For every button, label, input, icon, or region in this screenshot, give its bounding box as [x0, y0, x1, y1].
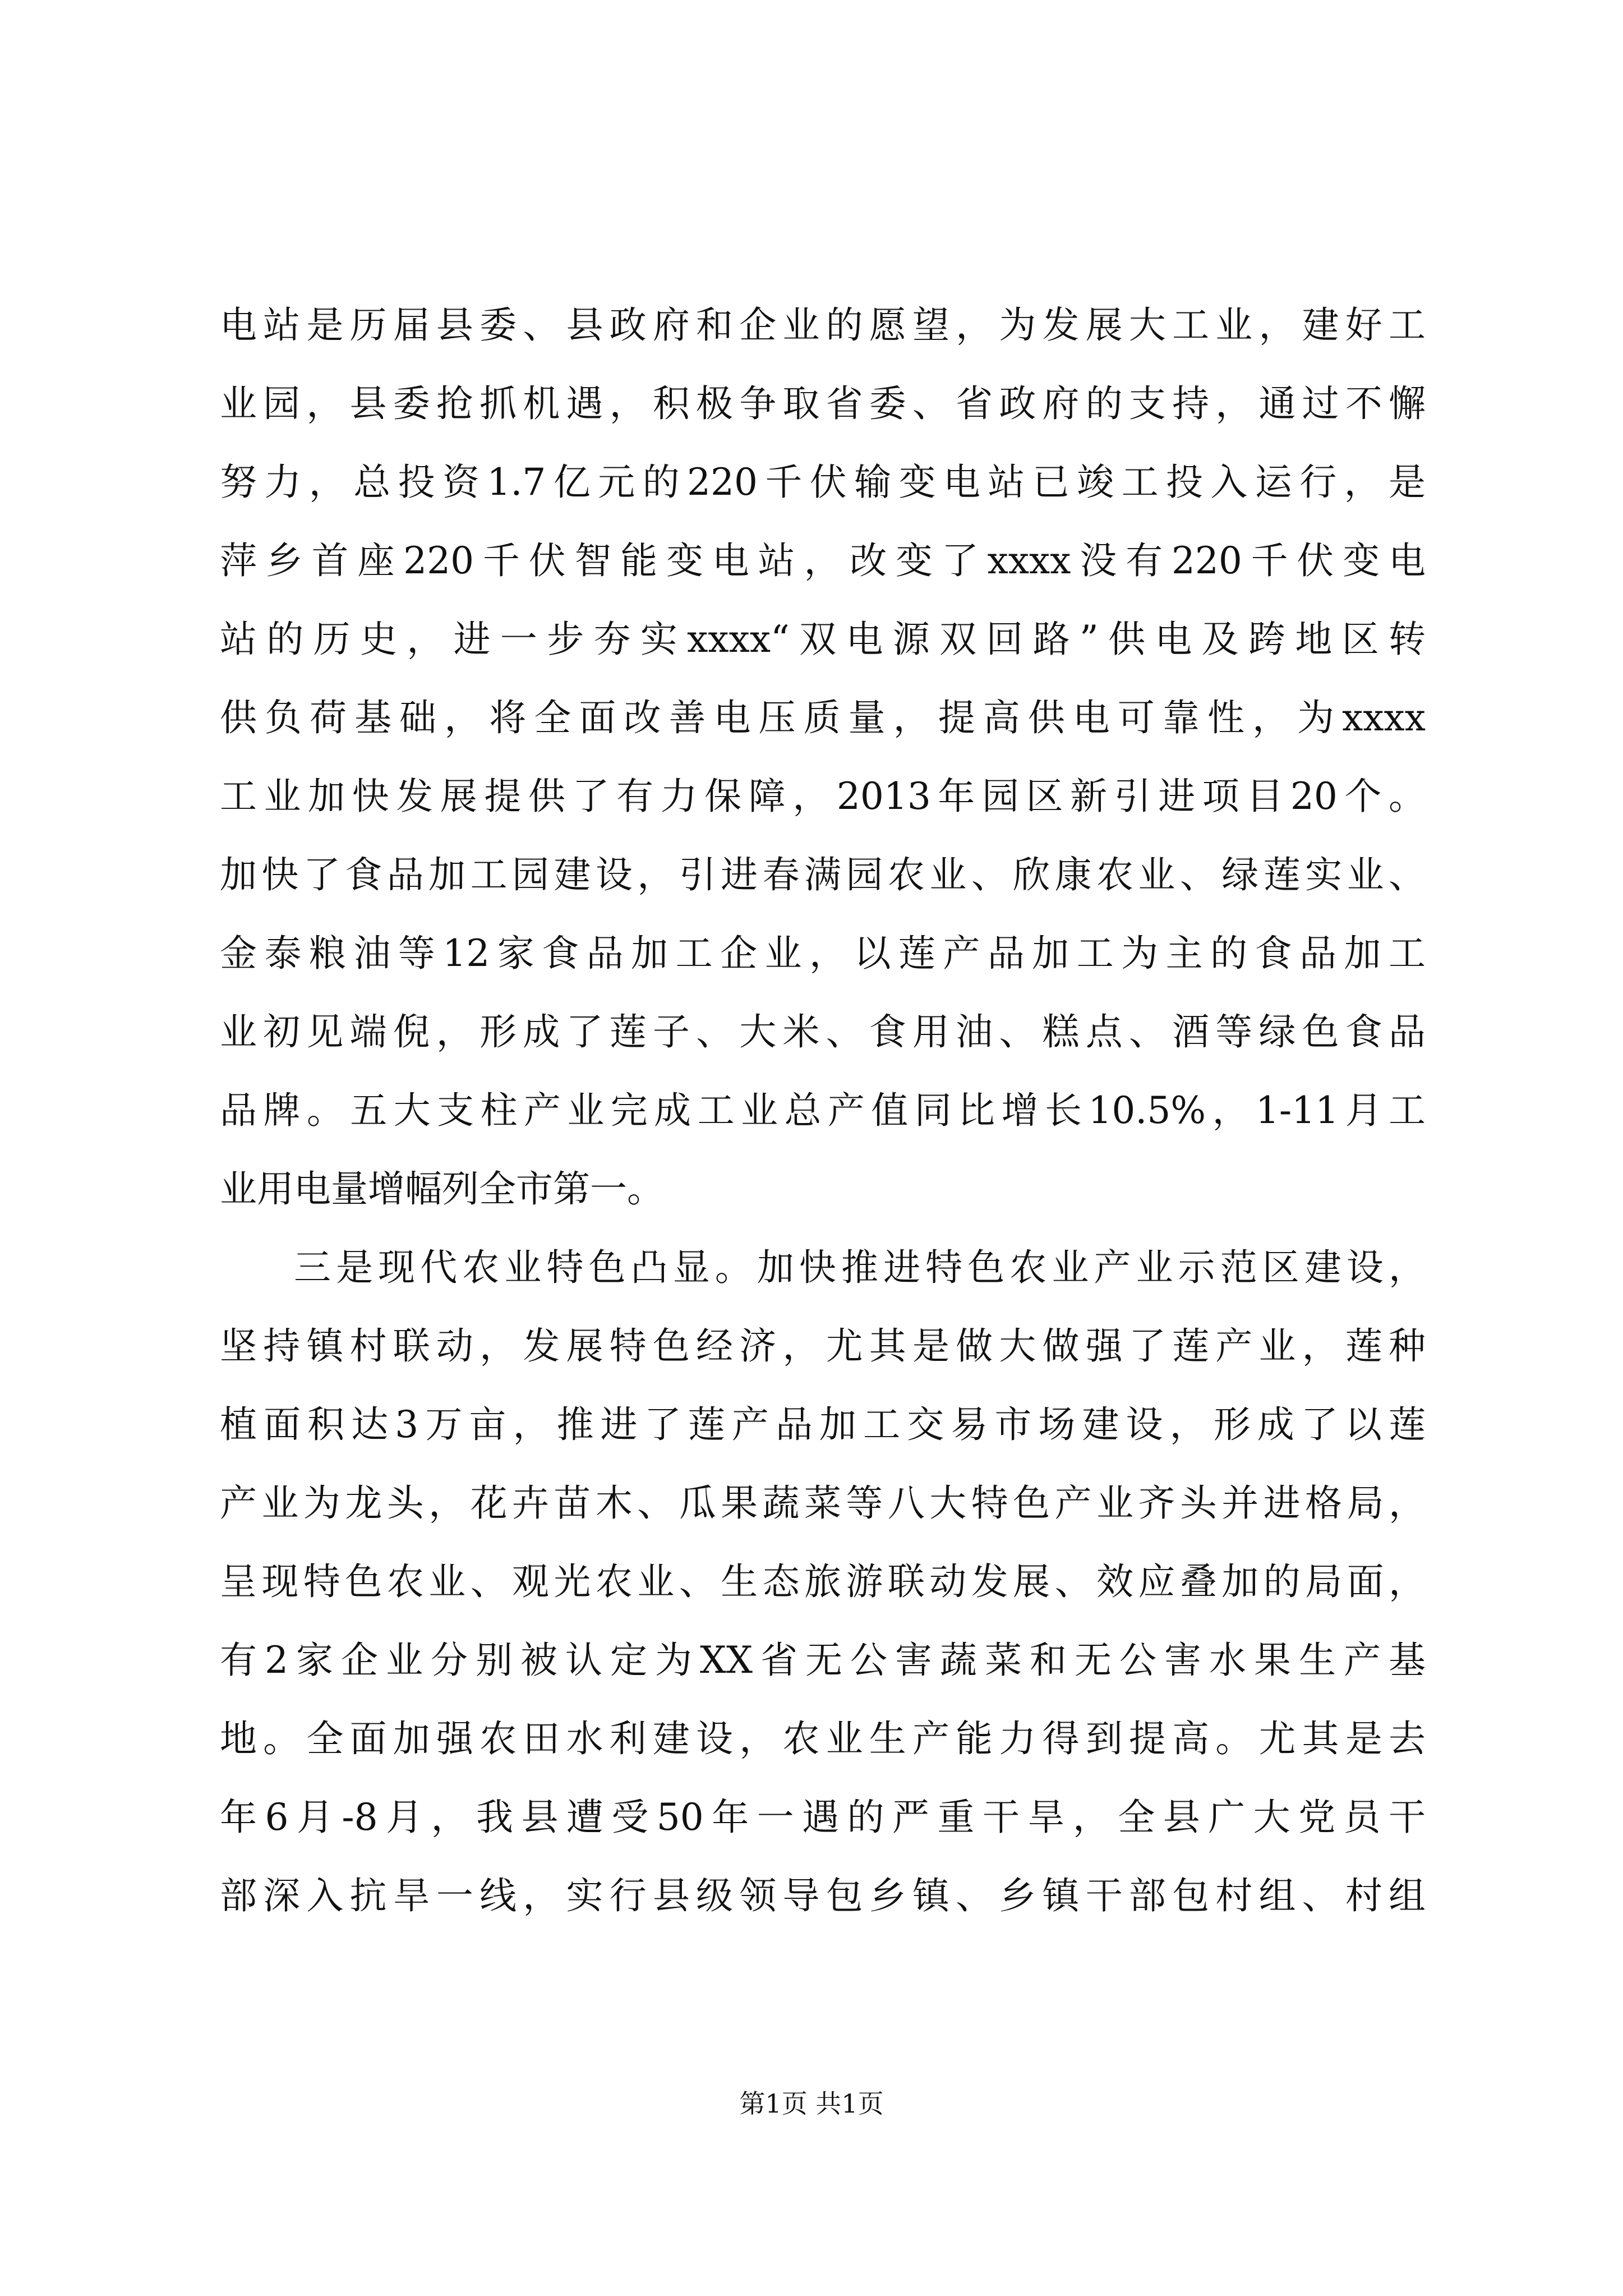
text-line: 站的历史，进一步夯实xxxx“双电源双回路”供电及跨地区转: [220, 618, 1426, 661]
page-number-label: 第1页 共1页: [739, 2088, 884, 2119]
text-line: 地。全面加强农田水利建设，农业生产能力得到提高。尤其是去: [220, 1717, 1426, 1760]
text-line: 业初见端倪，形成了莲子、大米、食用油、糕点、酒等绿色食品: [220, 1010, 1426, 1053]
text-line: 金泰粮油等12家食品加工企业，以莲产品加工为主的食品加工: [220, 932, 1426, 975]
text-line: 年6月-8月，我县遭受50年一遇的严重干旱，全县广大党员干: [220, 1796, 1426, 1839]
body-text: [220, 286, 1426, 1935]
text-line: 品牌。五大支柱产业完成工业总产值同比增长10.5%，1-11月工: [220, 1089, 1426, 1132]
text-line: 坚持镇村联动，发展特色经济，尤其是做大做强了莲产业，莲种: [220, 1324, 1426, 1368]
text-line: 加快了食品加工园建设，引进春满园农业、欣康农业、绿莲实业、: [220, 853, 1426, 896]
text-line: 部深入抗旱一线，实行县级领导包乡镇、乡镇干部包村组、村组: [220, 1874, 1426, 1917]
text-line: 供负荷基础，将全面改善电压质量，提高供电可靠性，为xxxx: [220, 696, 1426, 739]
text-line: 工业加快发展提供了有力保障，2013年园区新引进项目20个。: [220, 775, 1426, 818]
text-line-paragraph-end: 业用电量增幅列全市第一。: [220, 1167, 664, 1211]
text-line: 产业为龙头，花卉苗木、瓜果蔬菜等八大特色产业齐头并进格局，: [220, 1481, 1426, 1525]
text-line: 业园，县委抢抓机遇，积极争取省委、省政府的支持，通过不懈: [220, 382, 1426, 425]
text-line: 有2家企业分别被认定为XX省无公害蔬菜和无公害水果生产基: [220, 1639, 1426, 1682]
text-line: 呈现特色农业、观光农业、生态旅游联动发展、效应叠加的局面，: [220, 1560, 1426, 1603]
text-line-paragraph-start: 三是现代农业特色凸显。加快推进特色农业产业示范区建设，: [294, 1246, 1426, 1289]
text-line: 电站是历届县委、县政府和企业的愿望，为发展大工业，建好工: [220, 303, 1426, 347]
text-line: 萍乡首座220千伏智能变电站，改变了xxxx没有220千伏变电: [220, 539, 1426, 582]
text-line: 努力，总投资1.7亿元的220千伏输变电站已竣工投入运行，是: [220, 461, 1426, 504]
text-line: 植面积达3万亩，推进了莲产品加工交易市场建设，形成了以莲: [220, 1403, 1426, 1446]
page-footer: [0, 2087, 1623, 2120]
